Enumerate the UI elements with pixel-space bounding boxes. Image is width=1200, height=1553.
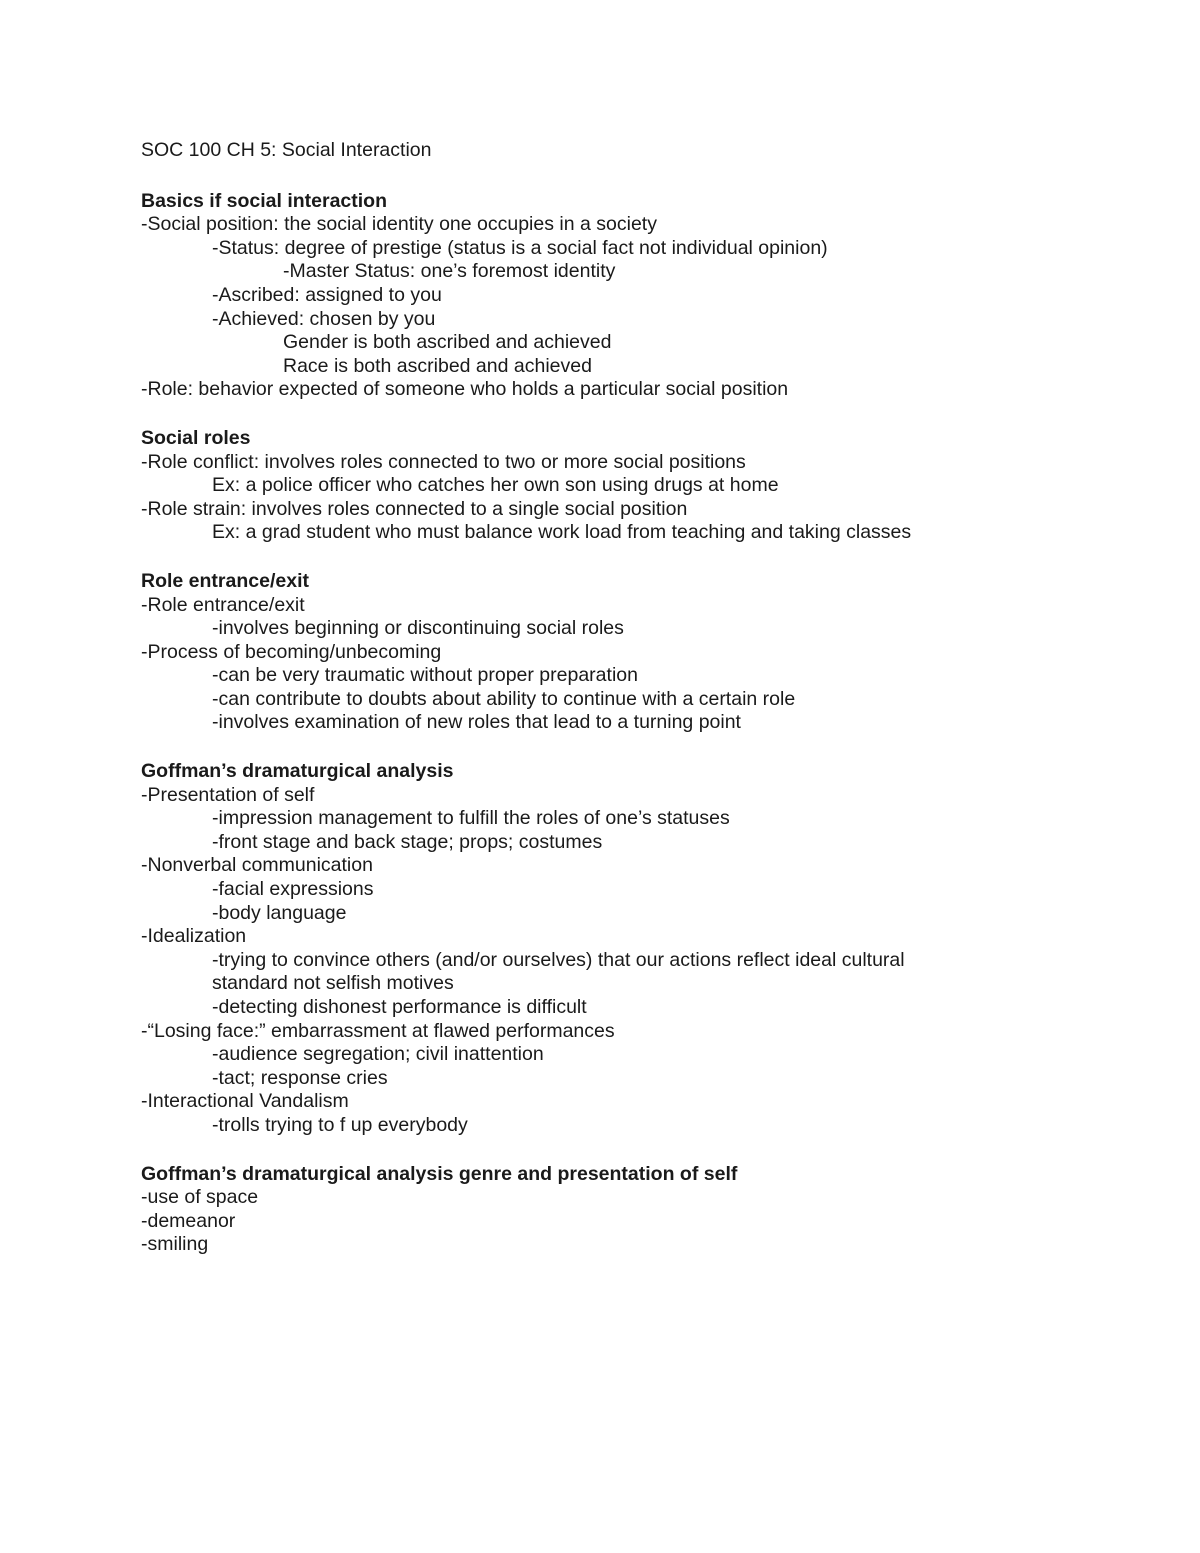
note-line: -detecting dishonest performance is difficult bbox=[212, 996, 587, 1018]
note-line: -Idealization bbox=[141, 925, 247, 948]
note-line: -use of space bbox=[141, 1186, 259, 1209]
section bbox=[141, 1163, 1141, 1257]
note-line: -impression management to fulfill the roles of one’s statuses bbox=[212, 807, 730, 830]
document-title: SOC 100 CH 5: Social Interaction bbox=[141, 139, 432, 161]
note-line: -smiling bbox=[141, 1233, 209, 1256]
note-line: -Role conflict: involves roles connected to two or more social positions bbox=[141, 450, 746, 473]
sections-container bbox=[141, 190, 1141, 1257]
note-line: -audience segregation; civil inattention bbox=[212, 1043, 544, 1066]
section-heading: Role entrance/exit bbox=[141, 569, 309, 592]
note-line: Race is both ascribed and achieved bbox=[283, 354, 592, 377]
note-line: -Presentation of self bbox=[141, 783, 315, 806]
note-line: -Status: degree of prestige (status is a social fact not individual opinion) bbox=[212, 236, 828, 259]
note-line: -demeanor bbox=[141, 1209, 236, 1232]
note-line: -Social position: the social identity one occupies in a society bbox=[141, 213, 657, 236]
note-line: -Role: behavior expected of someone who holds a particular social position bbox=[141, 378, 789, 401]
section bbox=[141, 570, 1141, 735]
note-line: -body language bbox=[212, 901, 347, 924]
note-line: -can be very traumatic without proper preparation bbox=[212, 664, 638, 687]
note-line: -Achieved: chosen by you bbox=[212, 307, 436, 330]
note-line: -trying to convince others (and/or ourselves) that our actions reflect ideal cultural bbox=[212, 948, 905, 971]
section-heading: Social roles bbox=[141, 426, 251, 449]
note-line: -Master Status: one’s foremost identity bbox=[283, 260, 616, 283]
note-line: -front stage and back stage; props; costumes bbox=[212, 830, 603, 853]
note-line: -tact; response cries bbox=[212, 1066, 388, 1089]
note-line: Gender is both ascribed and achieved bbox=[283, 331, 612, 354]
section bbox=[141, 427, 1141, 545]
section-heading: Goffman’s dramaturgical analysis genre and presentation of self bbox=[141, 1162, 738, 1185]
note-line: -Nonverbal communication bbox=[141, 854, 373, 877]
note-line: -involves examination of new roles that lead to a turning point bbox=[212, 711, 741, 734]
note-line: Ex: a police officer who catches her own son using drugs at home bbox=[212, 474, 779, 497]
section-heading: Goffman’s dramaturgical analysis bbox=[141, 760, 454, 783]
note-line: -“Losing face:” embarrassment at flawed performances bbox=[141, 1019, 615, 1042]
note-line: -facial expressions bbox=[212, 878, 374, 901]
note-line: -Ascribed: assigned to you bbox=[212, 283, 442, 306]
note-line: -Interactional Vandalism bbox=[141, 1090, 349, 1113]
note-line: Ex: a grad student who must balance work load from teaching and taking classes bbox=[212, 521, 912, 544]
note-line: -Role strain: involves roles connected to a single social position bbox=[141, 497, 688, 520]
document-page bbox=[141, 139, 1141, 1257]
section-heading: Basics if social interaction bbox=[141, 189, 388, 212]
section bbox=[141, 760, 1141, 1138]
note-line: -Role entrance/exit bbox=[141, 593, 305, 616]
note-line: -trolls trying to f up everybody bbox=[212, 1113, 468, 1136]
note-line: standard not selfish motives bbox=[212, 972, 454, 995]
note-line: -involves beginning or discontinuing social roles bbox=[212, 617, 624, 640]
note-line: -Process of becoming/unbecoming bbox=[141, 640, 442, 663]
section bbox=[141, 190, 1141, 402]
note-line: -can contribute to doubts about ability to continue with a certain role bbox=[212, 687, 796, 710]
